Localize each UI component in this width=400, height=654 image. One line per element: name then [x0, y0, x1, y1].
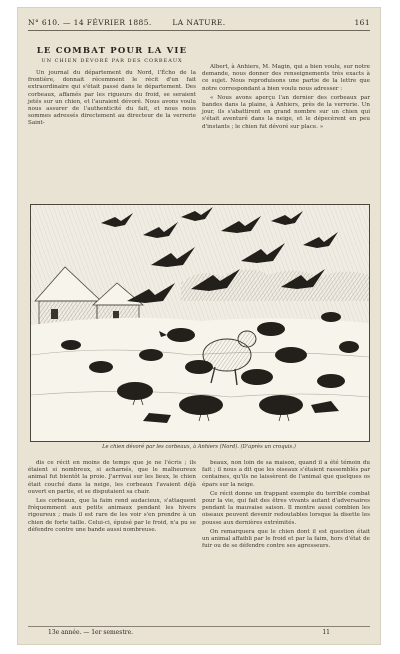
paragraph: On remarquera que le chien dont il est question était un animal affaibli par le froid et par la faim, hors d'état de fuir ou de se défendre contre ses agresseurs.	[202, 528, 370, 550]
signature-number: 11	[322, 629, 330, 636]
column-right-bottom	[202, 460, 370, 620]
paragraph: Les corbeaux, que la faim rend audacieux, s'attaquent fréquemment aux petits animaux pendant les hivers rigoureux ; mais il est rare de les voir s'en prendre à un chien de forte taille. Celui-ci, épuisé par le froid, n'a pu se défendre contre une bande aussi nombreuse.	[28, 498, 196, 533]
issue-number: N° 610. — 14 FÉVRIER 1885.	[28, 18, 152, 27]
paragraph: Albert, à Anhiers, M. Magin, qui a bien voulu, sur notre demande, nous donner des renseignements très exacts à ce sujet. Nous reproduisons une partie de la lettre que notre correspondant a bien voulu nous adresser :	[202, 64, 370, 92]
journal-title: LA NATURE.	[172, 18, 226, 27]
crows-devouring-dog-engraving	[31, 205, 369, 441]
paragraph: beaux, non loin de sa maison, quand il a été témoin du fait ; il nous a dit que les oiseaux s'étaient rassemblés par centaines, qu'ils ne laissèrent de l'animal que quelques os épars sur la neige.	[202, 460, 370, 488]
volume-info: 13e année. — 1er semestre.	[48, 629, 134, 636]
article-title: LE COMBAT POUR LA VIE	[36, 46, 188, 56]
engraving-illustration	[30, 204, 370, 442]
page-number: 161	[354, 18, 370, 27]
document-page	[18, 8, 380, 644]
paragraph: Ce récit donne un frappant exemple du terrible combat pour la vie, qui fait des êtres vivants autant d'adversaires pendant la mauvaise saison. Il montre aussi combien les oiseaux peuvent devenir redoutables lorsque la disette les pousse aux dernières extrémités.	[202, 490, 370, 526]
figure-caption: Le chien dévoré par les corbeaux, à Anhiers (Nord). (D'après un croquis.)	[102, 444, 296, 450]
article-subtitle: UN CHIEN DÉVORÉ PAR DES CORBEAUX	[41, 58, 183, 64]
paragraph: Un journal du département du Nord, l'Écho de la frontière, donnait récemment le récit d'un fait extraordinaire qui s'était passé dans le département. Des corbeaux, affamés par les rigueurs du froid, se seraient jetés sur un chien, et l'auraient dévoré. Nous avons voulu nous assurer de l'authenticité du fait, et nous nous sommes adressés directement au directeur de la verrerie Saint-	[28, 70, 196, 127]
column-left-bottom	[28, 460, 196, 620]
column-left-top	[28, 70, 196, 200]
column-right-top	[202, 64, 370, 200]
paragraph: dis ce récit en moins de temps que je ne l'écris ; ils étaient si nombreux, si acharnés, que le malheureux animal fut bientôt la proie. J'arrivai sur les lieux, le chien était couché dans la neige, les corbeaux l'avaient déjà ouvert en partie, et se disputaient sa chair.	[28, 460, 196, 495]
page-footer	[28, 626, 370, 637]
paragraph: « Nous avons aperçu l'an dernier des corbeaux par bandes dans la plaine, à Anhiers, près de la verrerie. Un jour, ils s'abattirent en grand nombre sur un chien qui s'était aventuré dans la neige, et le dépecèrent en peu d'instants ; le chien fut dévoré sur place. »	[202, 94, 370, 130]
running-header	[28, 16, 370, 31]
